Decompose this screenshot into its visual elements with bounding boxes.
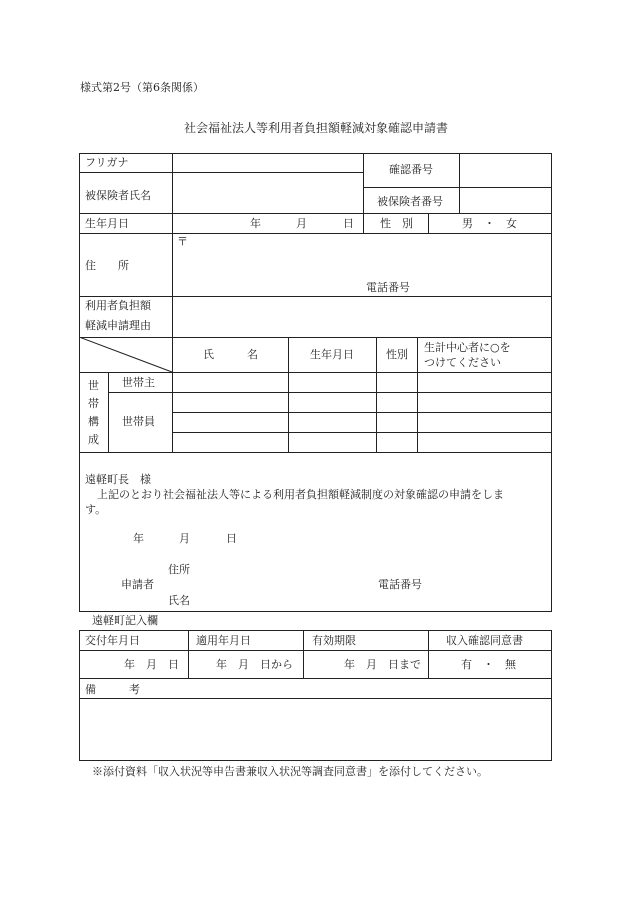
- household-char-2: 帯: [88, 397, 99, 410]
- birthdate-label: 生年月日: [85, 217, 129, 230]
- addressee: 遠軽町長 様: [85, 473, 151, 486]
- diagonal-line: [79, 337, 173, 373]
- issue-date-value: 年 月 日: [124, 658, 179, 671]
- statement-line-2: す。: [85, 503, 107, 516]
- office-section-heading: 遠軽町記入欄: [92, 614, 158, 627]
- footnote: ※添付資料「収入状況等申告書兼収入状況等調査同意書」を添付してください。: [92, 765, 488, 778]
- validity-header: 有効期限: [312, 634, 356, 647]
- applicant-phone-label: 電話番号: [378, 578, 422, 591]
- household-char-4: 成: [88, 433, 99, 446]
- household-char-3: 構: [88, 415, 99, 428]
- sex-label: 性 別: [380, 217, 413, 230]
- household-birthdate-header: 生年月日: [310, 348, 354, 361]
- birthdate-year-unit: 年: [250, 217, 261, 230]
- household-char-1: 世: [88, 379, 99, 392]
- household-name-header: 氏 名: [203, 348, 258, 361]
- applicant-address-label: 住所: [168, 563, 190, 576]
- application-date-month: 月: [179, 532, 190, 545]
- household-breadwinner-header-1: 生計中心者に○を: [424, 341, 511, 354]
- postal-mark: 〒: [177, 235, 188, 248]
- application-date-day: 日: [226, 532, 237, 545]
- consent-value: 有 ・ 無: [461, 658, 516, 671]
- remarks-label: 備 考: [85, 683, 140, 696]
- validity-value: 年 月 日まで: [344, 658, 421, 671]
- form-title: 社会福祉法人等利用者負担額軽減対象確認申請書: [184, 121, 449, 135]
- insured-no-label: 被保険者番号: [377, 195, 443, 208]
- household-breadwinner-header-2: つけてください: [424, 356, 501, 369]
- birthdate-day-unit: 日: [343, 217, 354, 230]
- phone-label: 電話番号: [366, 281, 410, 294]
- furigana-label: フリガナ: [85, 156, 129, 169]
- apply-date-header: 適用年月日: [196, 634, 251, 647]
- address-label: 住 所: [85, 259, 129, 272]
- consent-header: 収入確認同意書: [446, 634, 523, 647]
- birthdate-month-unit: 月: [296, 217, 307, 230]
- issue-date-header: 交付年月日: [85, 634, 140, 647]
- applicant-label: 申請者: [121, 578, 154, 591]
- application-date-year: 年: [133, 532, 144, 545]
- sex-options: 男 ・ 女: [462, 217, 517, 230]
- apply-date-value: 年 月 日から: [216, 658, 293, 671]
- applicant-name-label: 氏名: [168, 594, 190, 607]
- confirmation-no-label: 確認番号: [389, 163, 433, 176]
- insured-name-label: 被保険者氏名: [85, 189, 151, 202]
- householder-label: 世帯主: [122, 376, 155, 389]
- reason-label-2: 軽減申請理由: [85, 319, 151, 332]
- household-sex-header: 性別: [386, 348, 408, 361]
- household-member-label: 世帯員: [122, 415, 155, 428]
- reason-label-1: 利用者負担額: [85, 299, 151, 312]
- form-number: 様式第2号（第6条関係）: [80, 81, 204, 94]
- statement-line-1: 上記のとおり社会福祉法人等による利用者負担額軽減制度の対象確認の申請をしま: [97, 488, 504, 501]
